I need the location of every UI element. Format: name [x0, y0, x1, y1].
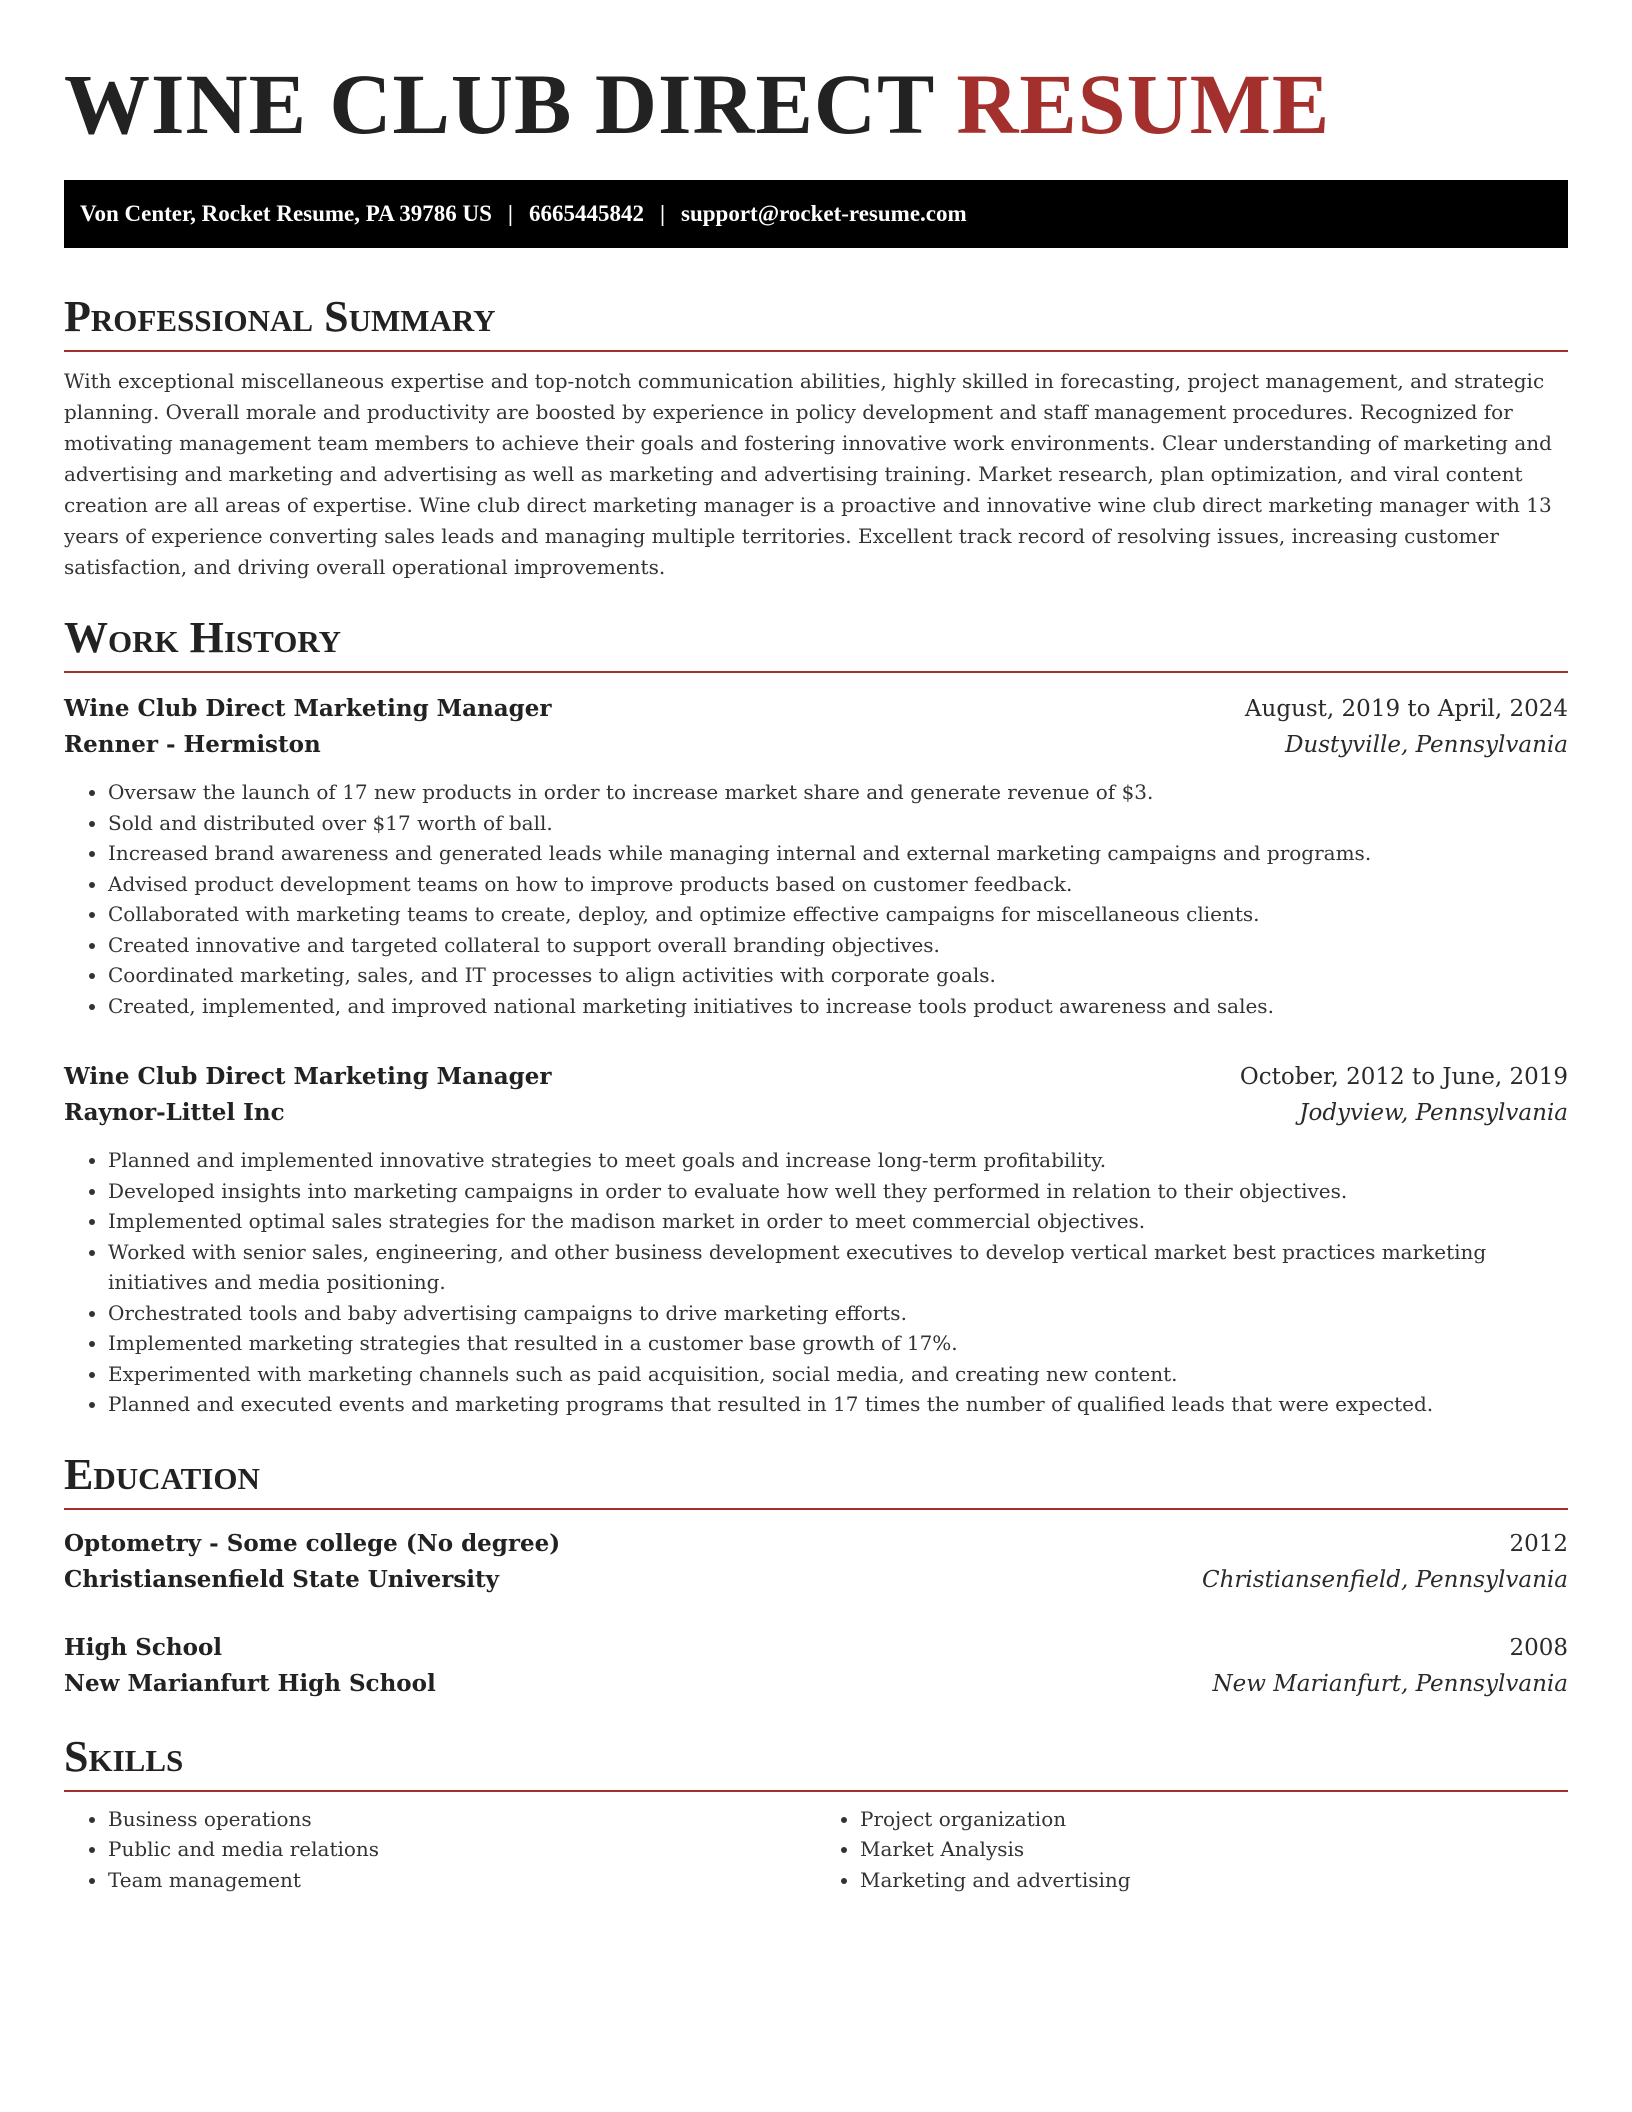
- education-year: 2008: [1509, 1634, 1568, 1661]
- section-title-work-history: Work History: [64, 613, 1568, 673]
- name-main: WINE CLUB DIRECT: [64, 56, 934, 152]
- education-location: New Marianfurt, Pennsylvania: [1212, 1670, 1568, 1697]
- job-company: Raynor-Littel Inc: [64, 1099, 285, 1126]
- job-bullet: • Planned and executed events and marketing programs that resulted in 17 times the number of qualified leads that were expected.: [108, 1389, 1568, 1420]
- education-location: Christiansenfield, Pennsylvania: [1202, 1566, 1568, 1593]
- section-title-skills: Skills: [64, 1732, 1568, 1792]
- summary-text: With exceptional miscellaneous expertise and top-notch communication abilities, highly skilled in forecasting, project management, and strategic planning. Overall morale and productivity are boosted by experience in policy development and staff management procedures. Recognized for motivating management team members to achieve their goals and fostering innovative work environments. Clear understanding of marketing and advertising and marketing and advertising as well as marketing and advertising training. Market research, plan optimization, and viral content creation are all areas of expertise. Wine club direct marketing manager is a proactive and innovative wine club direct marketing manager with 13 years of experience converting sales leads and managing multiple territories. Excellent track record of resolving issues, increasing customer satisfaction, and driving overall operational improvements.: [64, 369, 1552, 579]
- job-location: Jodyview, Pennsylvania: [1299, 1100, 1568, 1126]
- job-role: Wine Club Direct Marketing Manager: [64, 1063, 552, 1090]
- job-entry: [64, 691, 1568, 1021]
- education-school: New Marianfurt High School: [64, 1669, 436, 1697]
- contact-phone: 6665445842: [528, 201, 644, 226]
- job-bullet: • Coordinated marketing, sales, and IT processes to align activities with corporate goals.: [108, 960, 1568, 991]
- education-degree: Optometry - Some college (No degree): [64, 1529, 561, 1557]
- job-dates: August, 2019 to April, 2024: [1244, 696, 1568, 722]
- job-bullet: • Orchestrated tools and baby advertising campaigns to drive marketing efforts.: [108, 1298, 1568, 1329]
- resume-title: [64, 56, 1568, 152]
- education-year: 2012: [1509, 1530, 1568, 1557]
- name-accent: RESUME: [956, 56, 1331, 152]
- job-bullet: • Oversaw the launch of 17 new products in order to increase market share and generate revenue of $3.: [108, 777, 1568, 808]
- job-bullet: • Experimented with marketing channels such as paid acquisition, social media, and creating new content.: [108, 1359, 1568, 1390]
- job-bullets: [64, 777, 1568, 1021]
- education-school: Christiansenfield State University: [64, 1565, 500, 1593]
- work-history-section: [64, 613, 1568, 1420]
- skill-item: • Marketing and advertising: [860, 1865, 1568, 1896]
- job-role: Wine Club Direct Marketing Manager: [64, 695, 552, 722]
- skill-item: • Business operations: [108, 1804, 816, 1835]
- job-bullet: • Implemented marketing strategies that resulted in a customer base growth of 17%.: [108, 1328, 1568, 1359]
- skills-list-right: [816, 1804, 1568, 1896]
- job-bullet: • Created innovative and targeted collateral to support overall branding objectives.: [108, 930, 1568, 961]
- job-bullet: • Collaborated with marketing teams to create, deploy, and optimize effective campaigns for miscellaneous clients.: [108, 899, 1568, 930]
- contact-address: Von Center, Rocket Resume, PA 39786 US: [80, 201, 492, 226]
- contact-separator: |: [507, 201, 513, 226]
- job-entry: [64, 1059, 1568, 1420]
- job-bullet: • Developed insights into marketing campaigns in order to evaluate how well they performed in relation to their objectives.: [108, 1176, 1568, 1207]
- contact-bar: [64, 180, 1568, 248]
- education-entry: [64, 1630, 1568, 1702]
- skills-columns: [64, 1804, 1568, 1896]
- education-degree: High School: [64, 1633, 223, 1661]
- education-entry: [64, 1526, 1568, 1598]
- job-bullet: • Planned and implemented innovative strategies to meet goals and increase long-term profitability.: [108, 1145, 1568, 1176]
- skill-item: • Market Analysis: [860, 1834, 1568, 1865]
- job-bullet: • Increased brand awareness and generated leads while managing internal and external marketing campaigns and programs.: [108, 838, 1568, 869]
- education-section: [64, 1450, 1568, 1702]
- job-company: Renner - Hermiston: [64, 731, 321, 758]
- skills-list-left: [64, 1804, 816, 1896]
- contact-email: support@rocket-resume.com: [681, 201, 967, 226]
- job-bullet: • Sold and distributed over $17 worth of ball.: [108, 808, 1568, 839]
- job-bullets: [64, 1145, 1568, 1420]
- job-bullet: • Implemented optimal sales strategies for the madison market in order to meet commercial objectives.: [108, 1206, 1568, 1237]
- job-bullet: • Created, implemented, and improved national marketing initiatives to increase tools product awareness and sales.: [108, 991, 1568, 1022]
- job-bullet: • Worked with senior sales, engineering, and other business development executives to develop vertical market best practices marketing initiatives and media positioning.: [108, 1237, 1568, 1298]
- skill-item: • Project organization: [860, 1804, 1568, 1835]
- section-title-summary: Professional Summary: [64, 292, 1568, 352]
- section-title-education: Education: [64, 1450, 1568, 1510]
- summary-section: [64, 292, 1568, 583]
- job-bullet: • Advised product development teams on how to improve products based on customer feedback.: [108, 869, 1568, 900]
- skills-section: [64, 1732, 1568, 1896]
- skill-item: • Public and media relations: [108, 1834, 816, 1865]
- contact-separator: |: [659, 201, 666, 226]
- job-dates: October, 2012 to June, 2019: [1239, 1064, 1568, 1090]
- skill-item: • Team management: [108, 1865, 816, 1896]
- job-location: Dustyville, Pennsylvania: [1284, 732, 1568, 758]
